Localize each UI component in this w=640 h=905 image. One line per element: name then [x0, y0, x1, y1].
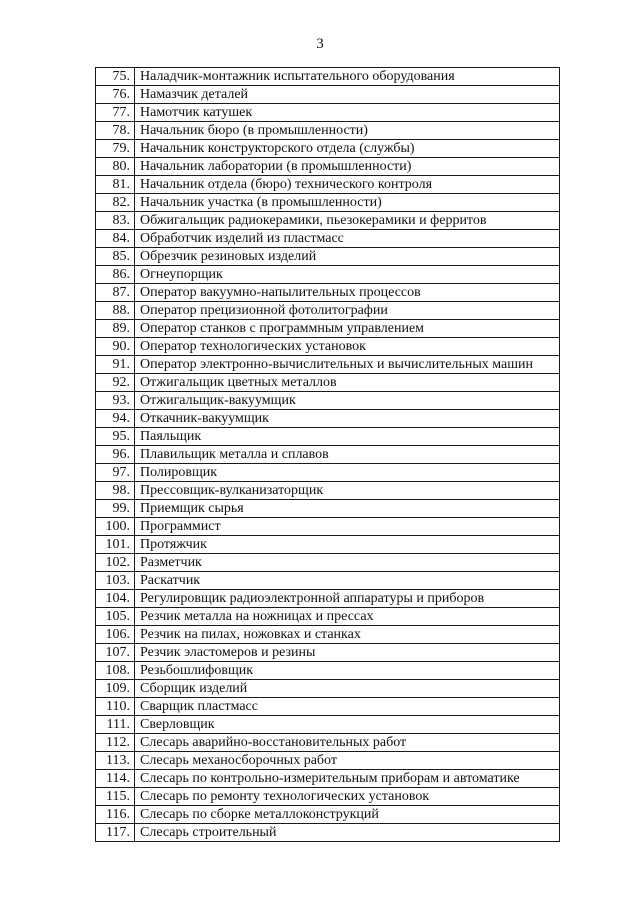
- table-row: [96, 320, 560, 338]
- table-row: [96, 284, 560, 302]
- row-number: 90.: [96, 338, 135, 356]
- profession-name: Протяжчик: [135, 536, 560, 554]
- profession-name: Обрезчик резиновых изделий: [135, 248, 560, 266]
- row-number: 87.: [96, 284, 135, 302]
- profession-name: Оператор станков с программным управлением: [135, 320, 560, 338]
- table-row: [96, 500, 560, 518]
- table-row: [96, 644, 560, 662]
- profession-name: Начальник конструкторского отдела (службы): [135, 140, 560, 158]
- row-number: 80.: [96, 158, 135, 176]
- profession-name: Резчик эластомеров и резины: [135, 644, 560, 662]
- table-row: [96, 266, 560, 284]
- row-number: 85.: [96, 248, 135, 266]
- table-row: [96, 788, 560, 806]
- table-row: [96, 104, 560, 122]
- row-number: 91.: [96, 356, 135, 374]
- table-row: [96, 302, 560, 320]
- row-number: 81.: [96, 176, 135, 194]
- profession-name: Раскатчик: [135, 572, 560, 590]
- row-number: 75.: [96, 68, 135, 86]
- table-row: [96, 662, 560, 680]
- profession-name: Откачник-вакуумщик: [135, 410, 560, 428]
- table-row: [96, 194, 560, 212]
- table-row: [96, 770, 560, 788]
- row-number: 115.: [96, 788, 135, 806]
- row-number: 79.: [96, 140, 135, 158]
- profession-name: Слесарь строительный: [135, 824, 560, 842]
- row-number: 98.: [96, 482, 135, 500]
- table-row: [96, 626, 560, 644]
- table-row: [96, 806, 560, 824]
- profession-name: Сварщик пластмасс: [135, 698, 560, 716]
- profession-name: Огнеупорщик: [135, 266, 560, 284]
- profession-name: Слесарь аварийно-восстановительных работ: [135, 734, 560, 752]
- table-row: [96, 518, 560, 536]
- table-row: [96, 410, 560, 428]
- row-number: 100.: [96, 518, 135, 536]
- row-number: 97.: [96, 464, 135, 482]
- profession-name: Начальник участка (в промышленности): [135, 194, 560, 212]
- profession-name: Полировщик: [135, 464, 560, 482]
- row-number: 105.: [96, 608, 135, 626]
- table-row: [96, 122, 560, 140]
- table-row: [96, 230, 560, 248]
- table-row: [96, 446, 560, 464]
- table-row: [96, 86, 560, 104]
- profession-name: Слесарь по контрольно-измерительным приборам и автоматике: [135, 770, 560, 788]
- table-row: [96, 338, 560, 356]
- row-number: 92.: [96, 374, 135, 392]
- table-row: [96, 356, 560, 374]
- row-number: 107.: [96, 644, 135, 662]
- profession-name: Начальник лаборатории (в промышленности): [135, 158, 560, 176]
- table-row: [96, 374, 560, 392]
- row-number: 93.: [96, 392, 135, 410]
- table-row: [96, 392, 560, 410]
- row-number: 114.: [96, 770, 135, 788]
- table-row: [96, 176, 560, 194]
- profession-table: [95, 67, 560, 842]
- profession-name: Резчик на пилах, ножовках и станках: [135, 626, 560, 644]
- row-number: 84.: [96, 230, 135, 248]
- row-number: 82.: [96, 194, 135, 212]
- row-number: 117.: [96, 824, 135, 842]
- row-number: 89.: [96, 320, 135, 338]
- row-number: 101.: [96, 536, 135, 554]
- profession-name: Оператор вакуумно-напылительных процессов: [135, 284, 560, 302]
- row-number: 83.: [96, 212, 135, 230]
- profession-name: Слесарь механосборочных работ: [135, 752, 560, 770]
- profession-name: Отжигальщик цветных металлов: [135, 374, 560, 392]
- profession-name: Начальник бюро (в промышленности): [135, 122, 560, 140]
- profession-name: Оператор технологических установок: [135, 338, 560, 356]
- profession-name: Оператор электронно-вычислительных и вычислительных машин: [135, 356, 560, 374]
- table-row: [96, 824, 560, 842]
- row-number: 95.: [96, 428, 135, 446]
- profession-name: Сверловщик: [135, 716, 560, 734]
- row-number: 96.: [96, 446, 135, 464]
- row-number: 94.: [96, 410, 135, 428]
- profession-name: Разметчик: [135, 554, 560, 572]
- row-number: 112.: [96, 734, 135, 752]
- profession-name: Намотчик катушек: [135, 104, 560, 122]
- table-row: [96, 734, 560, 752]
- table-row: [96, 248, 560, 266]
- row-number: 88.: [96, 302, 135, 320]
- profession-name: Слесарь по сборке металлоконструкций: [135, 806, 560, 824]
- row-number: 108.: [96, 662, 135, 680]
- table-row: [96, 590, 560, 608]
- profession-name: Обжигальщик радиокерамики, пьезокерамики и ферритов: [135, 212, 560, 230]
- row-number: 104.: [96, 590, 135, 608]
- table-row: [96, 140, 560, 158]
- row-number: 78.: [96, 122, 135, 140]
- table-row: [96, 428, 560, 446]
- profession-name: Паяльщик: [135, 428, 560, 446]
- row-number: 77.: [96, 104, 135, 122]
- table-row: [96, 698, 560, 716]
- profession-table-body: [96, 68, 560, 842]
- row-number: 102.: [96, 554, 135, 572]
- row-number: 103.: [96, 572, 135, 590]
- profession-name: Прессовщик-вулканизаторщик: [135, 482, 560, 500]
- profession-name: Резьбошлифовщик: [135, 662, 560, 680]
- row-number: 109.: [96, 680, 135, 698]
- table-row: [96, 212, 560, 230]
- row-number: 86.: [96, 266, 135, 284]
- table-row: [96, 752, 560, 770]
- profession-name: Начальник отдела (бюро) технического контроля: [135, 176, 560, 194]
- profession-name: Отжигальщик-вакуумщик: [135, 392, 560, 410]
- table-row: [96, 572, 560, 590]
- profession-name: Сборщик изделий: [135, 680, 560, 698]
- profession-name: Приемщик сырья: [135, 500, 560, 518]
- table-row: [96, 482, 560, 500]
- row-number: 110.: [96, 698, 135, 716]
- table-row: [96, 680, 560, 698]
- row-number: 113.: [96, 752, 135, 770]
- profession-name: Слесарь по ремонту технологических установок: [135, 788, 560, 806]
- profession-name: Намазчик деталей: [135, 86, 560, 104]
- table-row: [96, 158, 560, 176]
- profession-name: Наладчик-монтажник испытательного оборудования: [135, 68, 560, 86]
- table-row: [96, 464, 560, 482]
- page-number: 3: [316, 36, 324, 52]
- table-row: [96, 716, 560, 734]
- profession-name: Плавильщик металла и сплавов: [135, 446, 560, 464]
- table-row: [96, 554, 560, 572]
- profession-name: Программист: [135, 518, 560, 536]
- profession-name: Обработчик изделий из пластмасс: [135, 230, 560, 248]
- row-number: 106.: [96, 626, 135, 644]
- row-number: 76.: [96, 86, 135, 104]
- profession-name: Регулировщик радиоэлектронной аппаратуры и приборов: [135, 590, 560, 608]
- profession-name: Резчик металла на ножницах и прессах: [135, 608, 560, 626]
- table-row: [96, 536, 560, 554]
- profession-name: Оператор прецизионной фотолитографии: [135, 302, 560, 320]
- row-number: 116.: [96, 806, 135, 824]
- table-row: [96, 68, 560, 86]
- row-number: 111.: [96, 716, 135, 734]
- row-number: 99.: [96, 500, 135, 518]
- table-row: [96, 608, 560, 626]
